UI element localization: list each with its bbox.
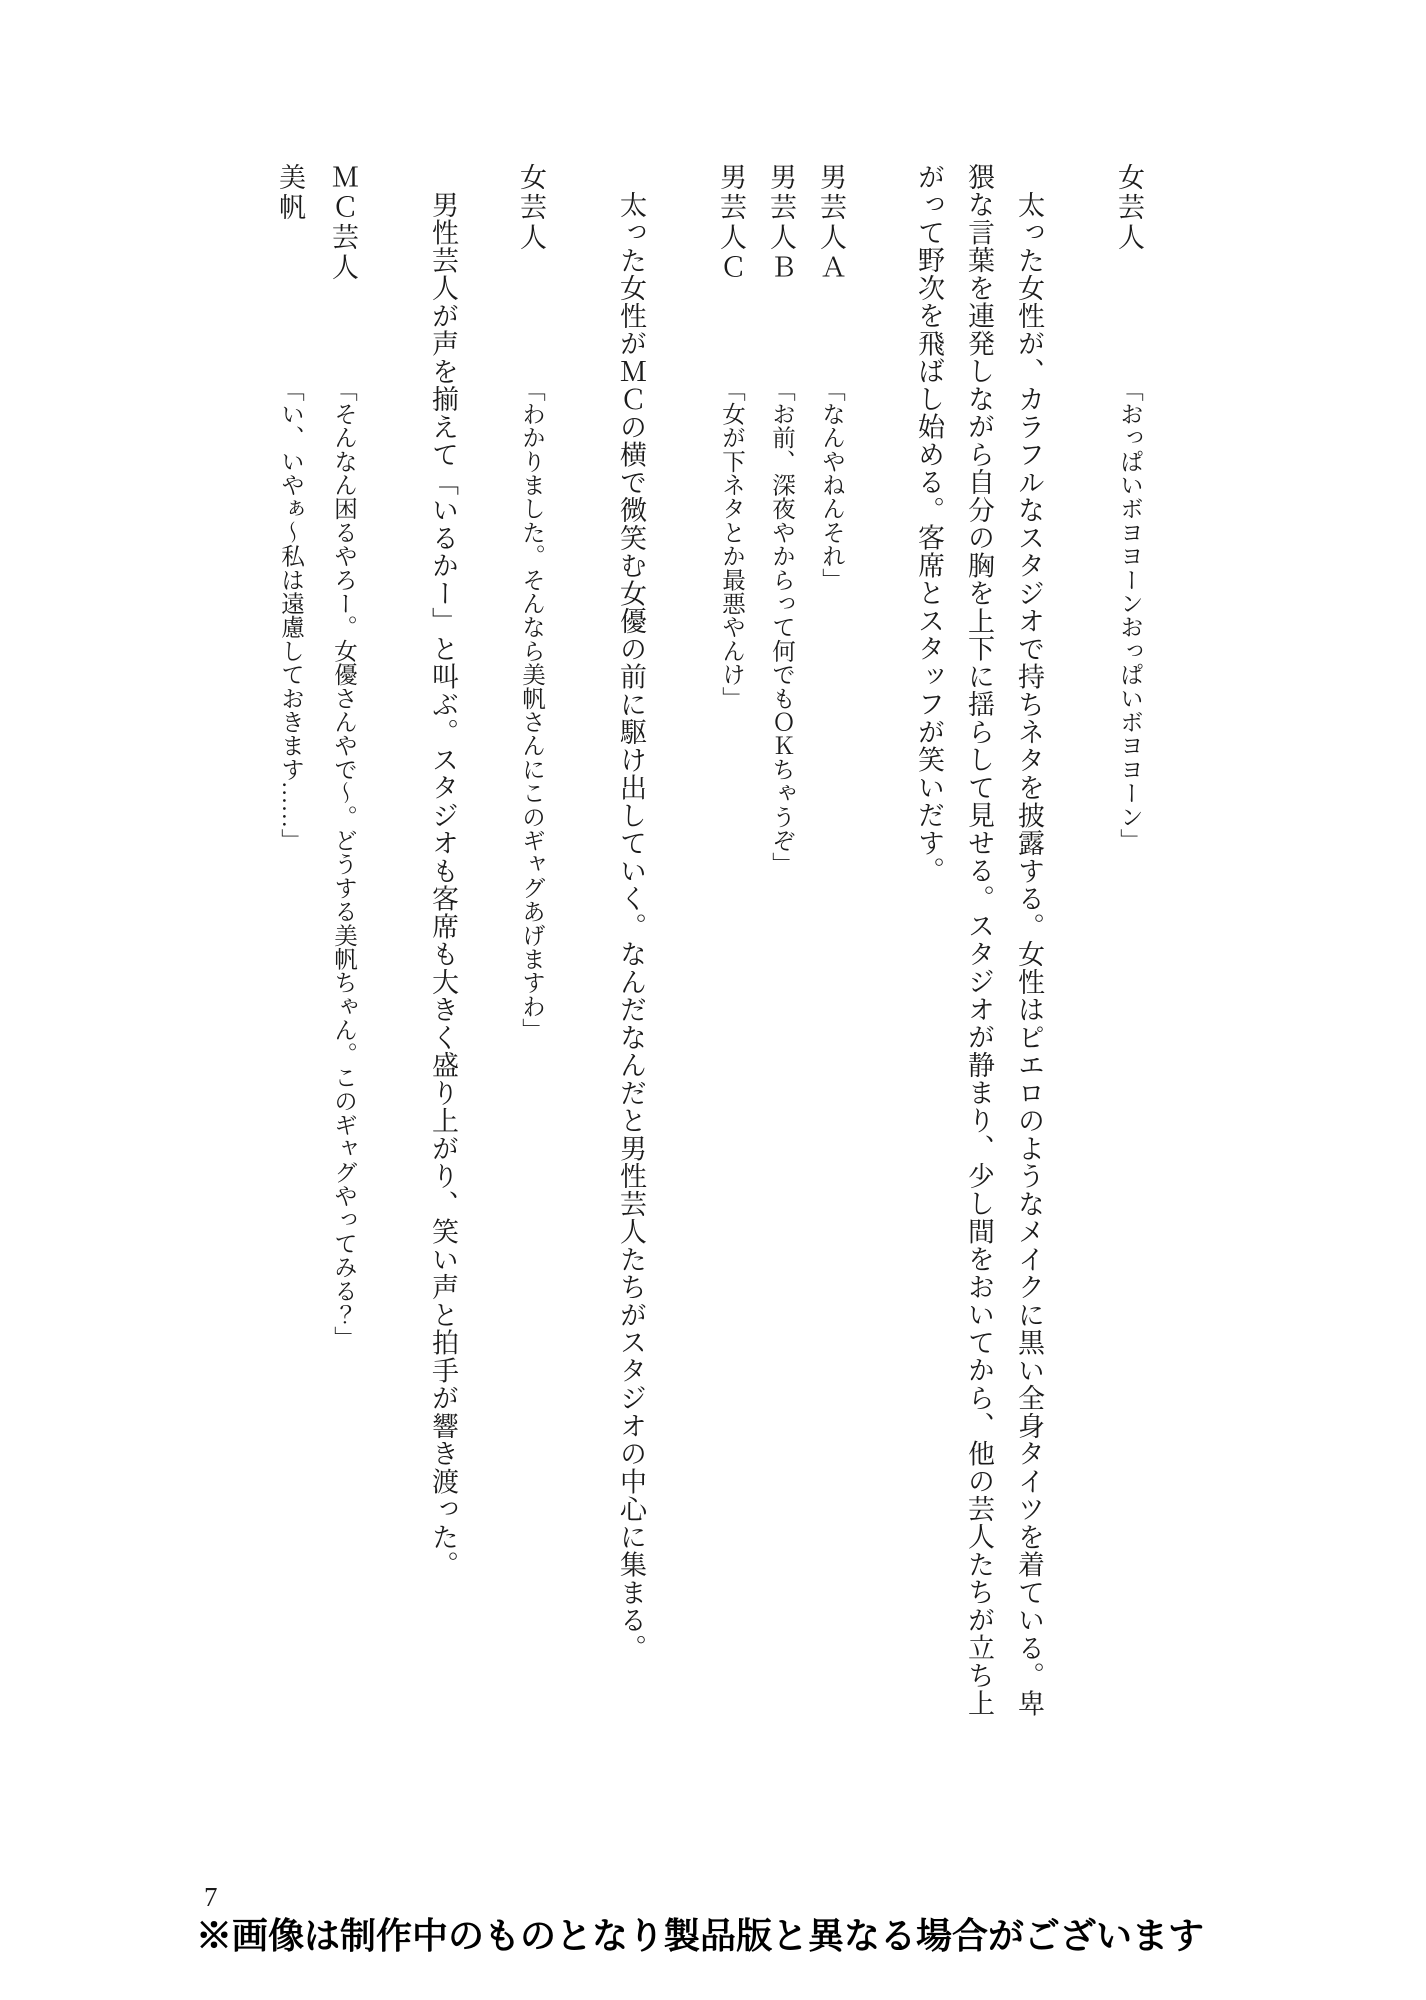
action-paragraph-3 xyxy=(418,163,468,1723)
script-line-miho xyxy=(265,163,315,1723)
dialogue-text: 「女が下ネタとか最悪やんけ」 xyxy=(718,378,744,710)
script-line-male-comedian-c xyxy=(706,163,756,1723)
script-line-male-comedian-a xyxy=(806,163,856,1723)
action-text: 太った女性がＭＣの横で微笑む女優の前に駆け出していく。なんだなんだと男性芸人たちがスタジオの中心に集まる。 xyxy=(616,191,646,1662)
dialogue-text: 「そんなん困るやろー。女優さんやで〜。どうする美帆ちゃん。このギャグやってみる？」 xyxy=(330,378,356,1350)
script-text-area xyxy=(265,163,1154,1723)
action-text: 男性芸人が声を揃えて「いるかー」と叫ぶ。スタジオも客席も大きく盛り上がり、笑い声と拍手が響き渡った。 xyxy=(428,191,458,1579)
dialogue-text: 「なんやねんそれ」 xyxy=(818,378,844,592)
script-line-male-comedian-b xyxy=(756,163,806,1723)
speaker-name: 女芸人 xyxy=(1114,163,1144,253)
production-disclaimer: ※画像は制作中のものとなり製品版と異なる場合がございます xyxy=(196,1915,1205,1956)
speaker-name: 男芸人Ｃ xyxy=(716,163,746,283)
script-line-mc-comedian xyxy=(318,163,368,1723)
page-number: 7 xyxy=(204,1882,218,1912)
dialogue-text: 「おっぱいボヨヨーンおっぱいボヨヨーン」 xyxy=(1116,378,1142,852)
speaker-name: 男芸人Ａ xyxy=(816,163,846,283)
dialogue-text: 「わかりました。そんなら美帆さんにこのギャグあげますわ」 xyxy=(518,378,544,1042)
speaker-name: 女芸人 xyxy=(516,163,546,253)
speaker-name: 美帆 xyxy=(275,163,305,223)
dialogue-text: 「お前、深夜やからって何でもＯＫちゃうぞ」 xyxy=(768,378,794,876)
speaker-name: 男芸人Ｂ xyxy=(766,163,796,283)
action-text: 太った女性が、カラフルなスタジオで持ちネタを披露する。女性はピエロのようなメイクに黒い全身タイツを着ている。卑猥な言葉を連発しながら自分の胸を上下に揺らして見せる。スタジオが静まり、少し間をおいてから、他の芸人たちが立ち上がって野次を飛ばし始める。客席とスタッフが笑いだす。 xyxy=(914,163,1044,1718)
script-line-female-comedian-2 xyxy=(506,163,556,1723)
dialogue-text: 「い、いやぁ〜私は遠慮しておきます……」 xyxy=(277,378,303,852)
action-paragraph-1 xyxy=(904,163,1054,1723)
script-line-female-comedian-1 xyxy=(1104,163,1154,1723)
action-paragraph-2 xyxy=(606,163,656,1723)
speaker-name: ＭＣ芸人 xyxy=(328,163,358,283)
